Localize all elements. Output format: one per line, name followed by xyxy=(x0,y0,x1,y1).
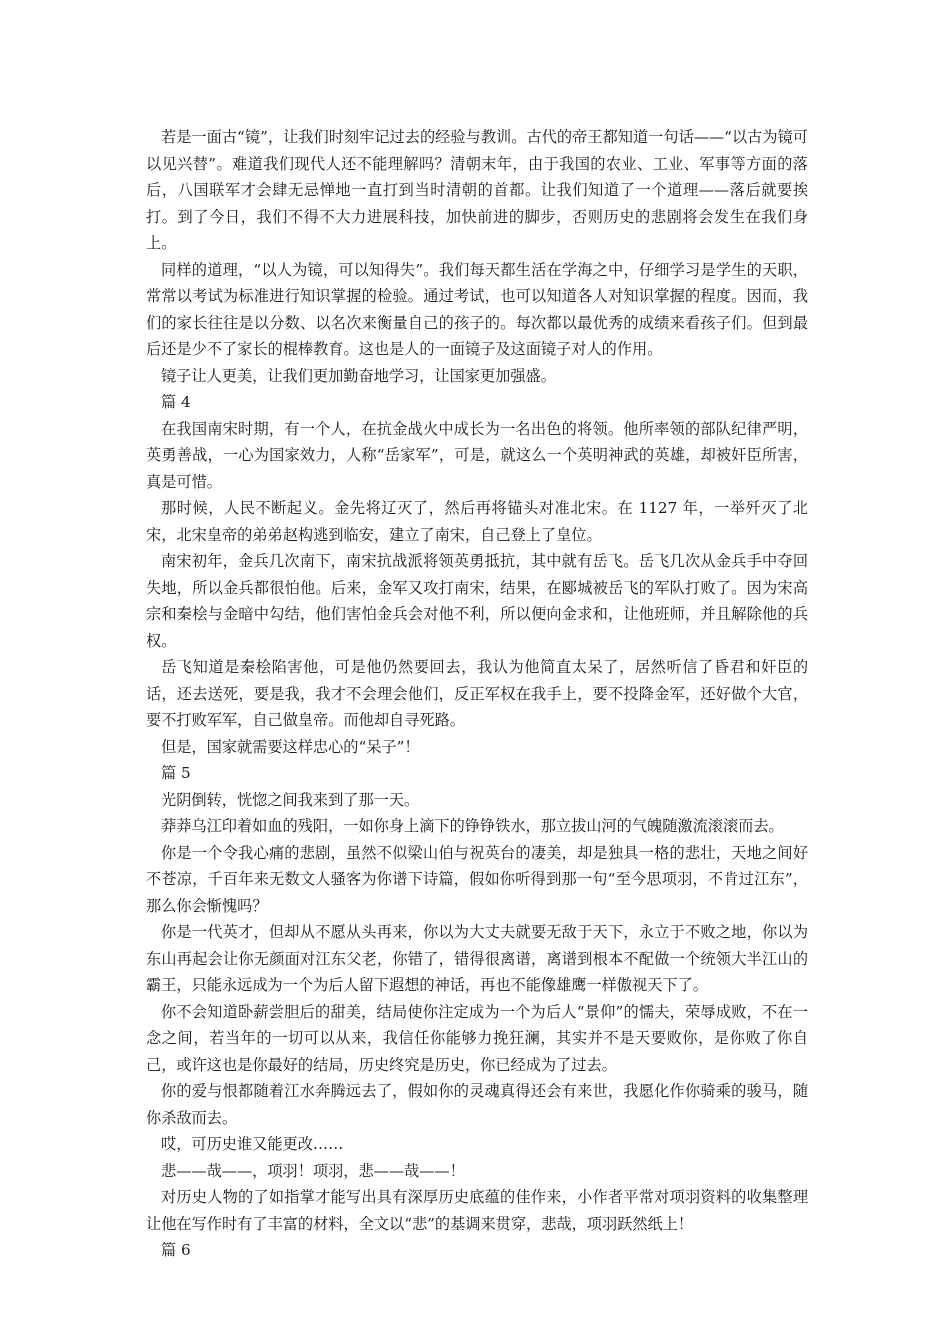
paragraph: 同样的道理，“以人为镜，可以知得失”。我们每天都生活在学海之中，仔细学习是学生的天职，常常以考试为标准进行知识掌握的检验。通过考试，也可以知道各人对知识掌握的程度。因而，我们的家长往往是以分数、以名次来衡量自己的孩子的。每次都以最优秀的成绩来看孩子们。但到最后还是少不了家长的棍棒教育。这也是人的一面镜子及这面镜子对人的作用。 xyxy=(146,260,808,358)
paragraph: 哎，可历史谁又能更改…… xyxy=(161,1135,344,1153)
section-heading: 篇 5 xyxy=(161,764,191,782)
paragraph: 镜子让人更美，让我们更加勤奋地学习，让国家更加强盛。 xyxy=(161,366,556,385)
paragraph: 你是一代英才，但却从不愿从头再来，你以为大丈夫就要无敌于天下，永立于不败之地，你以为东山再起会让你无颜面对江东父老，你错了，错得很离谱，离谱到根本不配做一个统领大半江山的霸王，只能永远成为一个为后人留下遐想的神话，再也不能像雄鹰一样傲视天下了。 xyxy=(146,923,808,994)
paragraph: 岳飞知道是秦桧陷害他，可是他仍然要回去，我认为他简直太呆了，居然听信了昏君和奸臣的话，还去送死，要是我，我才不会理会他们，反正军权在我手上，要不投降金军，还好做个大官，要不打败军军，自己做皇帝。而他却自寻死路。 xyxy=(146,658,808,729)
section-heading: 篇 4 xyxy=(161,393,191,411)
paragraph: 光阴倒转，恍惚之间我来到了那一天。 xyxy=(161,790,420,809)
paragraph: 莽莽乌江印着如血的残阳，一如你身上滴下的铮铮铁水，那立拔山河的气魄随激流滚滚而去。 xyxy=(161,817,784,835)
section-heading: 篇 6 xyxy=(161,1241,191,1259)
paragraph: 若是一面古“镜”，让我们时刻牢记过去的经验与教训。古代的帝王都知道一句话——“以古为镜可以见兴替”。难道我们现代人还不能理解吗？清朝末年，由于我国的农业、工业、军事等方面的落后，八国联军才会肆无忌惮地一直打到当时清朝的首都。让我们知道了一个道理——落后就要挨打。到了今日，我们不得不大力进展科技，加快前进的脚步，否则历史的悲剧将会发生在我们身上。 xyxy=(146,128,808,252)
paragraph: 但是，国家就需要这样忠心的“呆子”！ xyxy=(161,737,420,756)
paragraph: 那时候，人民不断起义。金先将辽灭了，然后再将锚头对准北宋。在 1127 年，一举歼灭了北宋，北宋皇帝的弟弟赵构逃到临安，建立了南宋，自己登上了皇位。 xyxy=(146,499,808,544)
paragraph: 你的爱与恨都随着江水奔腾远去了，假如你的灵魂真得还会有来世，我愿化作你骑乘的骏马，随你杀敌而去。 xyxy=(146,1082,808,1127)
paragraph: 在我国南宋时期，有一个人，在抗金战火中成长为一名出色的将领。他所率领的部队纪律严明，英勇善战，一心为国家效力，人称“岳家军”，可是，就这么一个英明神武的英雄，却被奸臣所害，真是可惜。 xyxy=(146,419,808,491)
paragraph: 你不会知道卧薪尝胆后的甜美，结局使你注定成为一个为后人“景仰”的懦夫，荣辱成败，不在一念之间，若当年的一切可以从来，我信任你能够力挽狂澜，其实并不是天要败你，是你败了你自己，或许这也是你最好的结局，历史终究是历史，你已经成为了过去。 xyxy=(146,1002,808,1074)
document-page xyxy=(146,124,808,1264)
paragraph: 你是一个令我心痛的悲剧，虽然不似梁山伯与祝英台的凄美，却是独具一格的悲壮，天地之间好不苍凉，千百年来无数文人骚客为你谱下诗篇，假如你听得到那一句“至今思项羽，不肯过江东”，那么你会惭愧吗？ xyxy=(146,843,808,915)
paragraph: 对历史人物的了如指掌才能写出具有深厚历史底蕴的佳作来，小作者平常对项羽资料的收集整理让他在写作时有了丰富的材料，全文以“悲”的基调来贯穿，悲哉，项羽跃然纸上！ xyxy=(146,1188,808,1233)
paragraph: 南宋初年，金兵几次南下，南宋抗战派将领英勇抵抗，其中就有岳飞。岳飞几次从金兵手中夺回失地，所以金兵都很怕他。后来，金军又攻打南宋，结果，在郾城被岳飞的军队打败了。因为宋高宗和秦桧与金暗中勾结，他们害怕金兵会对他不利，所以便向金求和，让他班师，并且解除他的兵权。 xyxy=(146,552,808,650)
paragraph: 悲——哉——，项羽！项羽，悲——哉——！ xyxy=(161,1161,465,1180)
